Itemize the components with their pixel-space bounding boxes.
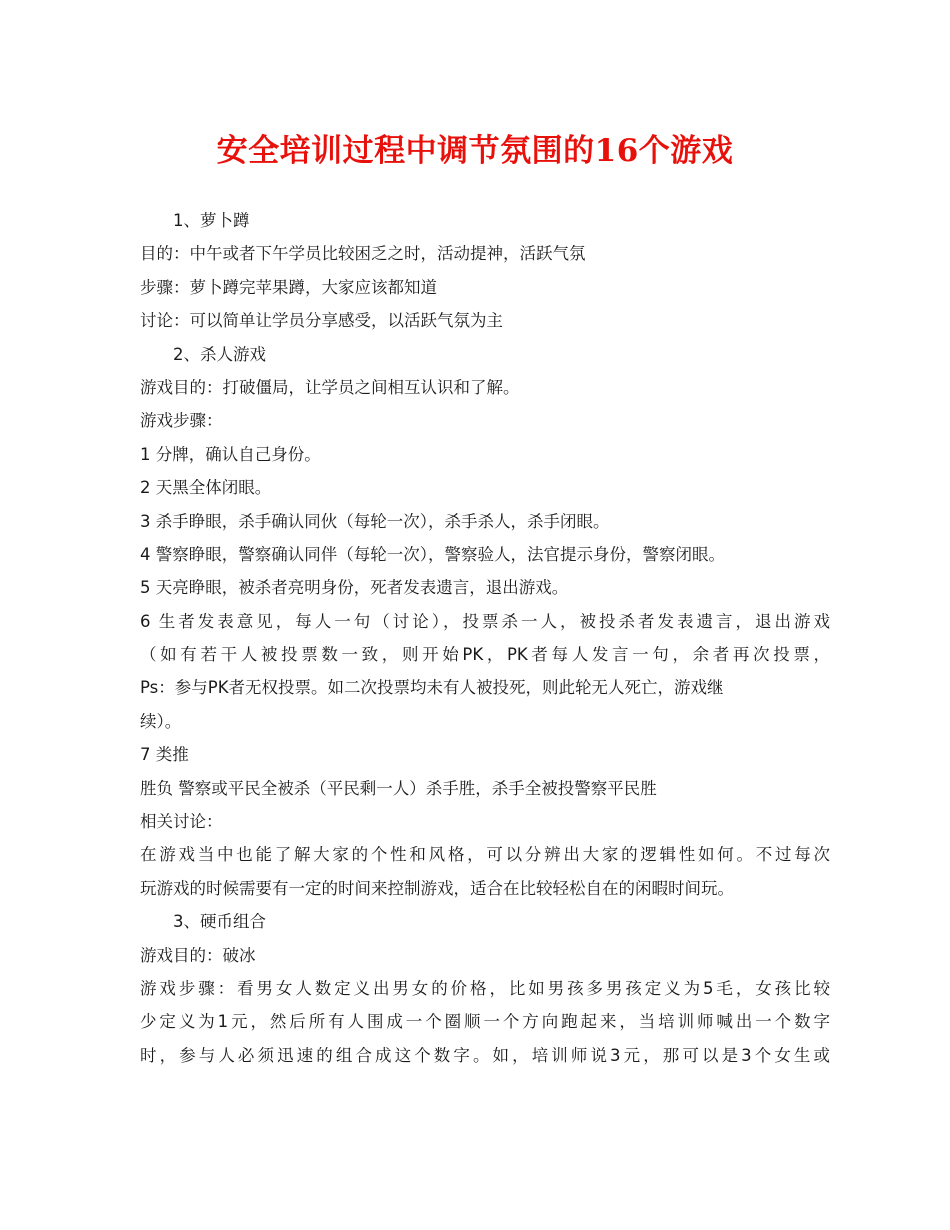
document-title: 安全培训过程中调节氛围的16个游戏 [216,133,734,169]
paragraph-line: 4 警察睁眼，警察确认同伴（每轮一次），警察验人，法官提示身份，警察闭眼。 [140,544,725,564]
paragraph-line: 3 杀手睁眼，杀手确认同伙（每轮一次），杀手杀人，杀手闭眼。 [140,511,610,531]
paragraph-line: 续）。 [140,711,182,731]
paragraph-line: （如有若干人被投票数一致，则开始PK，PK者每人发言一句，余者再次投票， [140,645,830,665]
paragraph-line: Ps：参与PK者无权投票。如二次投票均未有人被投死，则此轮无人死亡，游戏继 [140,678,724,698]
paragraph-line: 胜负 警察或平民全被杀（平民剩一人）杀手胜，杀手全被投警察平民胜 [140,778,657,798]
paragraph-line: 时，参与人必须迅速的组合成这个数字。如，培训师说3元，那可以是3个女生或 [140,1045,830,1065]
section-heading: 2、杀人游戏 [173,344,266,364]
paragraph-line: 游戏步骤：看男女人数定义出男女的价格，比如男孩多男孩定义为5毛，女孩比较 [140,978,830,998]
paragraph-line: 在游戏当中也能了解大家的个性和风格，可以分辨出大家的逻辑性如何。不过每次 [140,845,830,865]
paragraph-line: 6 生者发表意见，每人一句（讨论），投票杀一人，被投杀者发表遗言，退出游戏 [140,611,830,631]
paragraph-line: 游戏目的：破冰 [140,945,256,965]
paragraph-line: 相关讨论： [140,812,223,832]
paragraph-line: 游戏目的：打破僵局，让学员之间相互认识和了解。 [140,377,520,397]
paragraph-line: 1 分牌，确认自己身份。 [140,444,321,464]
paragraph-line: 5 天亮睁眼，被杀者亮明身份，死者发表遗言，退出游戏。 [140,578,569,598]
paragraph-line: 玩游戏的时候需要有一定的时间来控制游戏，适合在比较轻松自在的闲暇时间玩。 [140,878,734,898]
paragraph-line: 7 类推 [140,745,189,765]
section-heading: 1、萝卜蹲 [173,211,250,230]
paragraph-line: 讨论：可以简单让学员分享感受，以活跃气氛为主 [140,311,503,331]
paragraph-line: 游戏步骤： [140,411,223,431]
paragraph-line: 步骤：萝卜蹲完苹果蹲，大家应该都知道 [140,277,437,297]
document-body [140,204,830,1072]
paragraph-line: 2 天黑全体闭眼。 [140,478,272,498]
section-heading: 3、硬币组合 [173,912,266,932]
paragraph-line: 少定义为1元，然后所有人围成一个圈顺一个方向跑起来，当培训师喊出一个数字 [140,1012,830,1032]
paragraph-line: 目的：中午或者下午学员比较困乏之时，活动提神，活跃气氛 [140,244,586,264]
